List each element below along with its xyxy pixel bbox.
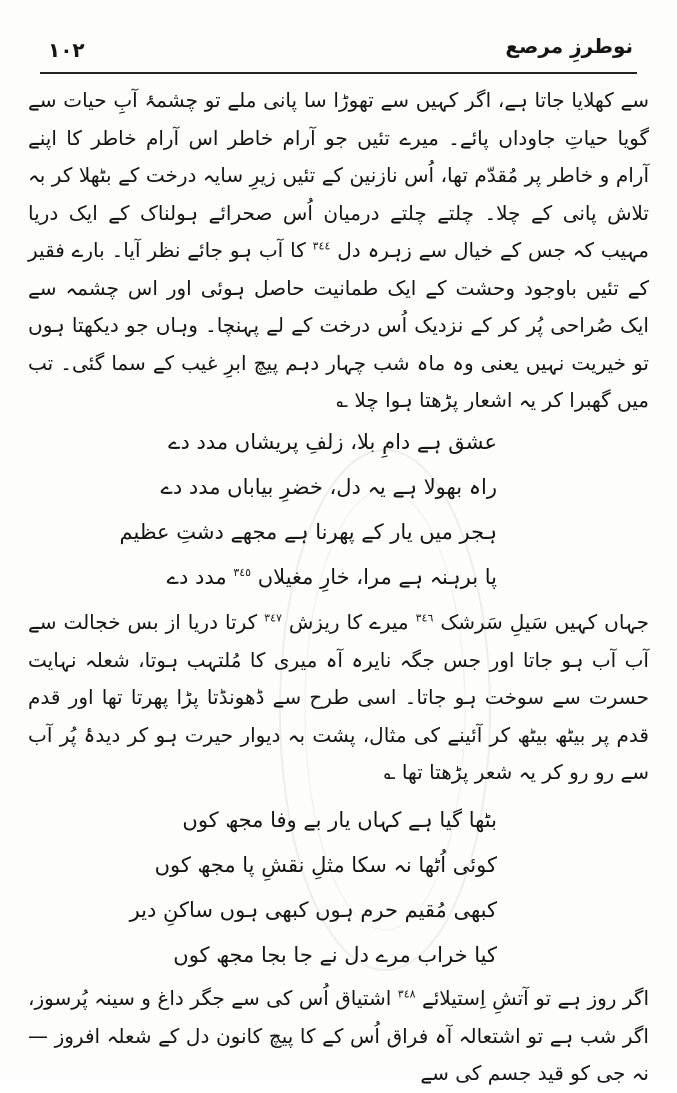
paragraph-1	[28, 82, 649, 420]
verse-1-line-4-text-b: مدد دے	[166, 565, 227, 589]
paragraph-3-text-a: اگر روز ہے تو آتشِ اِستیلائے	[422, 986, 650, 1010]
paragraph-3	[28, 980, 649, 1093]
paragraph-1-text-b: کا آب ہو جائے نظر آیا۔ بارے فقیر کے تئیں باوجود وحشت کے ایک طمانیت حاصل ہوئی اور اس چشمہ سے ایک صُراحی پُر کر کے نزدیک اُس درخت کے لے پہنچا۔ وہاں جو دیکھتا ہوں تو خیریت نہیں یعنی وہ ماہ شب چہار دہم پیچ ابرِ غیب کے سما گئی۔ تب میں گھبرا کر یہ اشعار پڑھتا ہوا چلا ؎	[28, 238, 649, 412]
footnote-ref-345: ٣٤٥	[233, 566, 252, 579]
paragraph-2-text-c: کرتا دریا از بس خجالت سے آب آب ہو جاتا اور جس جگہ نایرہ آہ میری کا مُلتہب ہوتا، شعلہ نہایت حسرت سے سوخت ہو جاتا۔ اسی طرح سے ڈھونڈتا پڑا پھرتا تھا اور قدم قدم پر بیٹھ بیٹھ کر آئینے کی مثال، پشت بہ دیوار حیرت ہو کر دیدۂ پُر آب سے رو رو کر یہ شعر پڑھتا تھا ؎	[28, 610, 649, 784]
paragraph-2	[28, 604, 649, 792]
verse-1-line-2: راہ بھولا ہے یہ دل، خضرِ بیاباں مدد دے	[160, 475, 497, 499]
page-number: ١٠٢	[48, 38, 85, 62]
verse-block-1	[119, 420, 497, 600]
verse-1-line-4-text-a: پا برہنہ ہے مرا، خارِ مغیلاں	[257, 565, 497, 589]
running-title: نوطرزِ مرصع	[505, 34, 633, 58]
verse-1-line-4	[137, 555, 497, 600]
verse-2-line-2: کوئی اُٹھا نہ سکا مثلِ نقشِ پا مجھ کوں	[154, 853, 497, 877]
verse-block-2	[129, 798, 497, 978]
header-rule	[40, 72, 637, 74]
verse-2-line-4: کیا خراب مرے دل نے جا بجا مجھ کوں	[173, 943, 497, 967]
verse-1-line-3: ہجر میں یار کے پھرنا ہے مجھے دشتِ عظیم	[119, 520, 497, 544]
verse-2-line-3: کبھی مُقیم حرم ہوں کبھی ہوں ساکنِ دیر	[129, 898, 497, 922]
verse-1-line-1: عشق ہے دامِ بلا، زلفِ پریشاں مدد دے	[168, 430, 497, 454]
footnote-ref-348: ٣٤٨	[397, 987, 416, 1001]
footnote-ref-346: ٣٤٦	[415, 611, 434, 625]
verse-2-line-1: بٹھا گیا ہے کہاں یار بے وفا مجھ کوں	[182, 808, 497, 832]
footnote-ref-347: ٣٤٧	[264, 611, 282, 625]
page-header	[40, 28, 637, 68]
paragraph-1-text-a: سے کھلایا جاتا ہے، اگر کہیں سے تھوڑا سا پانی ملے تو چشمۂ آبِ حیات سے گویا حیاتِ جاوداں پائے۔ میرے تئیں جو آرام خاطر اس آرام خاطر کا اپنے آرام و خاطر پر مُقدّم تھا، اُس نازنین کے تئیں زیرِ سایہ درخت کے بٹھلا کر بہ تلاش پانی کے چلا۔ چلتے چلتے درمیان اُس صحرائے ہولناک کے ایک دریا مہیب کہ جس کے خیال سے زہرہ دل	[28, 88, 649, 262]
paragraph-2-text-b: میرے کا ریزش	[288, 610, 409, 634]
paragraph-3-text-b: اشتیاق اُس کی سے جگر داغ و سینہ پُرسوز، اگر شب ہے تو اشتعالہ آہ فراق اُس کے کا پیچ کانون دل کے شعلہ افروز — نہ جی کو قید جسم کی سے	[28, 986, 649, 1085]
paragraph-2-text-a: جہاں کہیں سَیلِ سَرشک	[440, 610, 650, 634]
footnote-ref-344: ٣٤٤	[312, 239, 331, 253]
